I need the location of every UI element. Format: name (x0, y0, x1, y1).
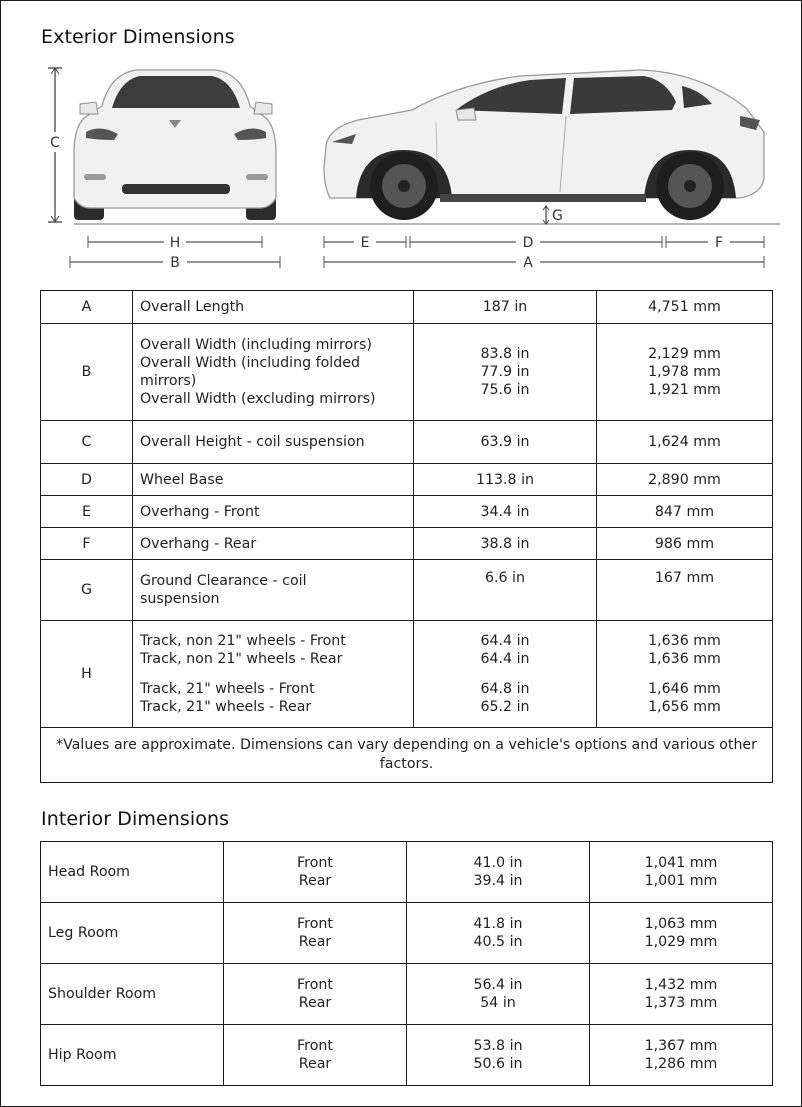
row-metric: 2,129 mm 1,978 mm 1,921 mm (597, 324, 773, 421)
row-positions: Front Rear (224, 1025, 407, 1086)
row-imperial: 6.6 in (414, 560, 597, 621)
table-row (41, 464, 773, 496)
row-metric: 1,636 mm 1,636 mm 1,646 mm 1,656 mm (597, 621, 773, 728)
dim-label-h: H (169, 235, 181, 251)
row-label: Shoulder Room (41, 964, 224, 1025)
row-letter: D (41, 464, 133, 496)
row-imperial: 38.8 in (414, 528, 597, 560)
row-letter: F (41, 528, 133, 560)
side-view-car-illustration (324, 70, 764, 220)
table-row (41, 621, 773, 728)
row-imperial: 41.0 in 39.4 in (407, 842, 590, 903)
row-imperial: 63.9 in (414, 421, 597, 464)
vehicle-dimension-diagram (40, 58, 780, 278)
table-row (41, 1025, 773, 1086)
row-description: Overall Height - coil suspension (133, 421, 414, 464)
dimension-d-wheel-base (410, 234, 662, 251)
dimension-e-front-overhang (324, 234, 406, 251)
row-metric: 167 mm (597, 560, 773, 621)
row-imperial: 53.8 in 50.6 in (407, 1025, 590, 1086)
row-description: Overall Width (including mirrors) Overall Width (including folded mirrors) Overall Width (excluding mirrors) (133, 324, 414, 421)
dimension-c-height (48, 68, 62, 222)
interior-dimensions-title: Interior Dimensions (41, 808, 230, 830)
row-label: Leg Room (41, 903, 224, 964)
row-description: Wheel Base (133, 464, 414, 496)
row-description: Ground Clearance - coil suspension (133, 560, 414, 621)
dimension-b-width (70, 254, 280, 271)
row-label: Head Room (41, 842, 224, 903)
table-row (41, 964, 773, 1025)
row-letter: H (41, 621, 133, 728)
row-letter: C (41, 421, 133, 464)
dim-label-a: A (523, 255, 533, 271)
row-positions: Front Rear (224, 842, 407, 903)
row-description: Overhang - Front (133, 496, 414, 528)
table-row (41, 560, 773, 621)
row-metric: 1,063 mm 1,029 mm (590, 903, 773, 964)
table-row (41, 528, 773, 560)
row-metric: 986 mm (597, 528, 773, 560)
front-view-car-illustration (74, 70, 276, 220)
interior-dimensions-table (40, 841, 773, 1086)
dimension-f-rear-overhang (666, 234, 764, 251)
table-row (41, 903, 773, 964)
row-imperial: 56.4 in 54 in (407, 964, 590, 1025)
footnote-row (41, 728, 773, 783)
row-description: Track, non 21" wheels - Front Track, non 21" wheels - Rear Track, 21" wheels - Front Track, 21" wheels - Rear (133, 621, 414, 728)
dimension-a-length (324, 254, 764, 271)
table-row (41, 291, 773, 324)
row-metric: 1,624 mm (597, 421, 773, 464)
row-description: Overall Length (133, 291, 414, 324)
row-imperial: 83.8 in 77.9 in 75.6 in (414, 324, 597, 421)
row-imperial: 113.8 in (414, 464, 597, 496)
dim-label-f: F (714, 235, 724, 251)
row-metric: 1,367 mm 1,286 mm (590, 1025, 773, 1086)
row-imperial: 187 in (414, 291, 597, 324)
dim-label-e: E (360, 235, 370, 251)
dimension-h-track (88, 234, 262, 251)
table-row (41, 496, 773, 528)
row-description: Overhang - Rear (133, 528, 414, 560)
row-letter: G (41, 560, 133, 621)
dim-label-g: G (552, 208, 563, 224)
row-positions: Front Rear (224, 964, 407, 1025)
row-imperial: 64.4 in 64.4 in 64.8 in 65.2 in (414, 621, 597, 728)
row-metric: 2,890 mm (597, 464, 773, 496)
exterior-dimensions-table (40, 290, 773, 783)
row-letter: B (41, 324, 133, 421)
exterior-dimensions-title: Exterior Dimensions (41, 26, 235, 48)
row-imperial: 41.8 in 40.5 in (407, 903, 590, 964)
row-metric: 847 mm (597, 496, 773, 528)
row-positions: Front Rear (224, 903, 407, 964)
table-row (41, 324, 773, 421)
dim-label-c: C (50, 135, 60, 151)
row-metric: 1,432 mm 1,373 mm (590, 964, 773, 1025)
footnote-text: *Values are approximate. Dimensions can vary depending on a vehicle's options and various other factors. (41, 728, 773, 783)
row-letter: A (41, 291, 133, 324)
row-letter: E (41, 496, 133, 528)
dim-label-d: D (522, 235, 534, 251)
row-metric: 4,751 mm (597, 291, 773, 324)
row-label: Hip Room (41, 1025, 224, 1086)
dimension-g-ground-clearance (543, 206, 563, 224)
row-metric: 1,041 mm 1,001 mm (590, 842, 773, 903)
dim-label-b: B (170, 255, 180, 271)
table-row (41, 421, 773, 464)
row-imperial: 34.4 in (414, 496, 597, 528)
table-row (41, 842, 773, 903)
